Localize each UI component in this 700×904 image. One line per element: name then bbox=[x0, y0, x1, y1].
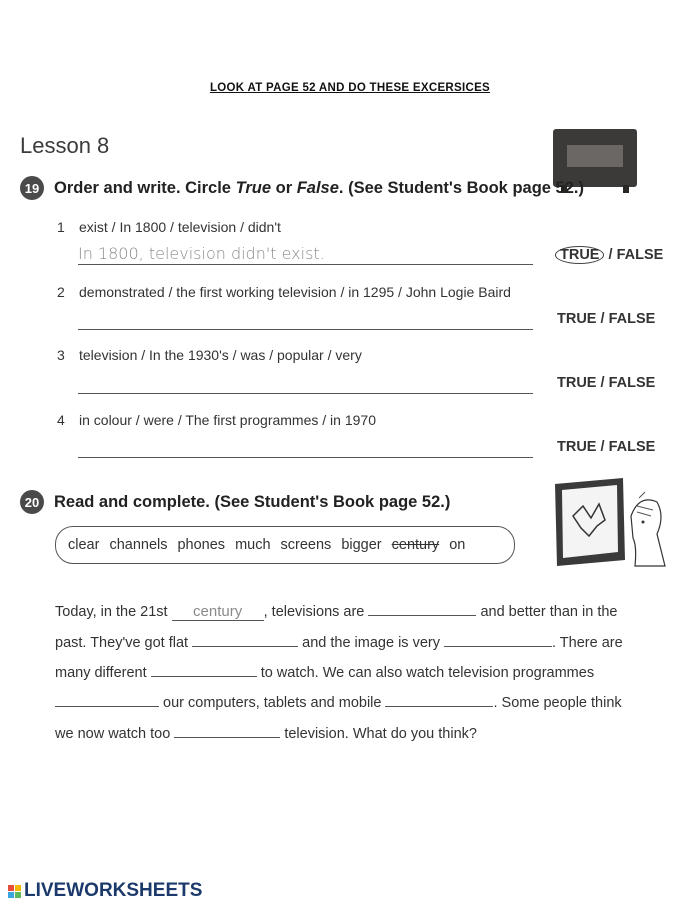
true-option[interactable]: TRUE bbox=[557, 375, 597, 391]
false-option[interactable]: / FALSE bbox=[600, 439, 656, 455]
item-prompt: in colour / were / The first programmes / in 1970 bbox=[79, 412, 376, 428]
paragraph-line-5: we now watch too television. What do you think? bbox=[55, 723, 477, 742]
lesson-title: Lesson 8 bbox=[20, 133, 110, 158]
paragraph-line-2: past. They've got flat and the image is very . There are bbox=[55, 632, 623, 651]
task-20-title: Read and complete. (See Student's Book page 52.) bbox=[54, 492, 451, 511]
false-option[interactable]: / FALSE bbox=[608, 247, 664, 263]
paragraph-line-3: many different to watch. We can also watch television programmes bbox=[55, 662, 594, 681]
item-number: 3 bbox=[57, 347, 65, 363]
item-number: 1 bbox=[57, 219, 65, 235]
answer-line[interactable] bbox=[78, 373, 533, 394]
task-20-heading bbox=[20, 490, 450, 514]
true-false-choice bbox=[557, 375, 655, 391]
answer-text: In 1800, television didn't exist. bbox=[78, 244, 325, 263]
item-prompt: demonstrated / the first working television / in 1295 / John Logie Baird bbox=[79, 284, 511, 300]
logo-icon bbox=[8, 885, 21, 898]
word-bank-item: bigger bbox=[341, 537, 382, 553]
true-option-circled[interactable]: TRUE bbox=[555, 246, 604, 264]
instruction-header: LOOK AT PAGE 52 AND DO THESE EXCERSICES bbox=[209, 82, 491, 94]
answer-line[interactable] bbox=[78, 309, 533, 330]
true-false-choice bbox=[557, 439, 655, 455]
logo-text: LIVEWORKSHEETS bbox=[24, 880, 203, 901]
paragraph-line-4: our computers, tablets and mobile . Some people think bbox=[55, 692, 622, 711]
item-prompt: television / In the 1930's / was / popular / very bbox=[79, 347, 362, 363]
false-option[interactable]: / FALSE bbox=[600, 375, 656, 391]
word-bank bbox=[55, 526, 515, 564]
word-bank-item: screens bbox=[280, 537, 332, 553]
item-number: 2 bbox=[57, 284, 65, 300]
fill-blank[interactable] bbox=[385, 692, 493, 707]
word-bank-item: clear bbox=[68, 537, 100, 553]
fill-blank-answered[interactable]: century bbox=[172, 603, 264, 621]
true-option[interactable]: TRUE bbox=[557, 311, 597, 327]
word-bank-item: channels bbox=[109, 537, 168, 553]
item-prompt: exist / In 1800 / television / didn't bbox=[79, 219, 281, 235]
word-bank-item: much bbox=[235, 537, 271, 553]
task-19-title: Order and write. Circle True or False. (See Student's Book page 52.) bbox=[54, 178, 584, 197]
fill-blank[interactable] bbox=[368, 601, 476, 616]
liveworksheets-logo[interactable] bbox=[8, 880, 202, 902]
task-number-badge: 19 bbox=[20, 176, 44, 200]
fill-blank[interactable] bbox=[192, 632, 298, 647]
word-bank-item: phones bbox=[177, 537, 226, 553]
fill-blank[interactable] bbox=[55, 692, 159, 707]
answer-line[interactable] bbox=[78, 244, 533, 265]
fill-blank[interactable] bbox=[151, 662, 257, 677]
false-option[interactable]: / FALSE bbox=[600, 311, 656, 327]
true-false-choice bbox=[557, 311, 655, 327]
fill-blank[interactable] bbox=[174, 723, 280, 738]
true-option[interactable]: TRUE bbox=[557, 439, 597, 455]
item-number: 4 bbox=[57, 412, 65, 428]
fill-blank[interactable] bbox=[444, 632, 552, 647]
tv-viewer-illustration bbox=[553, 476, 668, 568]
true-false-choice bbox=[560, 246, 663, 264]
word-bank-item-used: century bbox=[391, 537, 440, 553]
answer-line[interactable] bbox=[78, 437, 533, 458]
word-bank-item: on bbox=[449, 537, 466, 553]
task-number-badge: 20 bbox=[20, 490, 44, 514]
task-19-heading bbox=[20, 176, 584, 200]
paragraph-line-1: Today, in the 21st century , televisions are and better than in the bbox=[55, 603, 618, 620]
